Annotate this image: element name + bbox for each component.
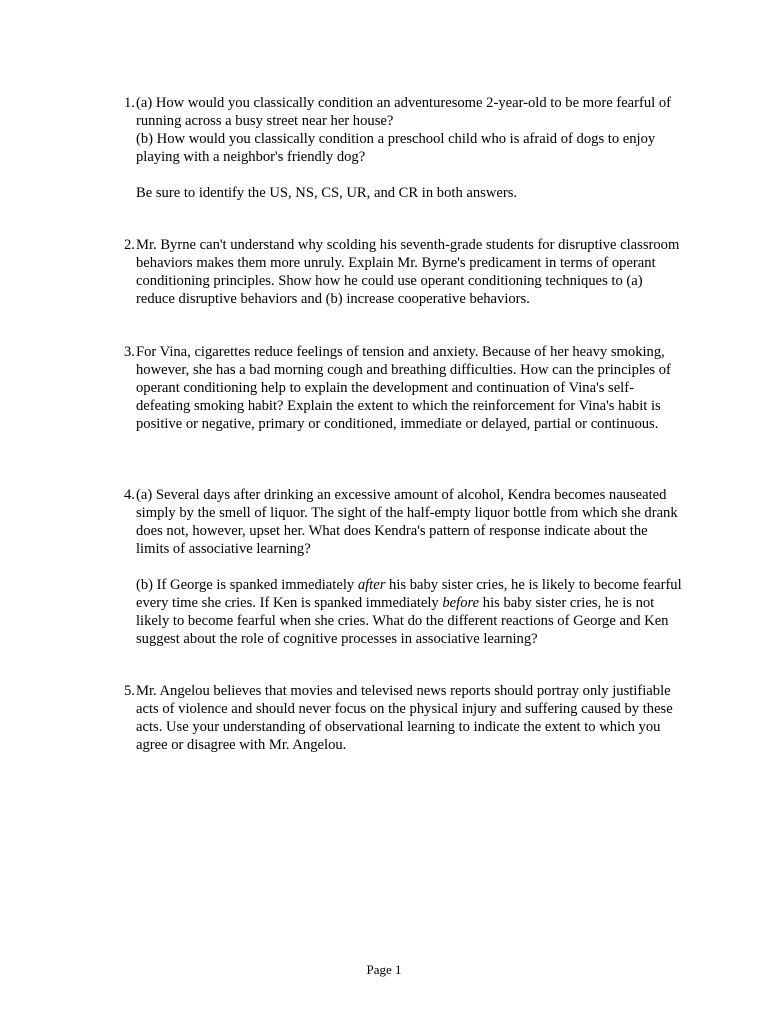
part-b-text-2: his baby sister cries, he is likely to become fearful every time she cries. If Ken is spanked immediately — [136, 577, 682, 611]
question-number: 4. — [124, 487, 135, 503]
part-b-emphasis-before: before — [442, 595, 480, 611]
question-part-a: (a) Several days after drinking an excessive amount of alcohol, Kendra becomes nauseated simply by the smell of liquor. The sight of the half-empty liquor bottle from which she drank does not, however, upset her. What does Kendra's pattern of response indicate about the limits of associative learning? — [136, 487, 678, 557]
question-body — [136, 343, 684, 433]
question-part-b — [136, 576, 684, 648]
question-number: 3. — [124, 344, 135, 360]
question-text: For Vina, cigarettes reduce feelings of tension and anxiety. Because of her heavy smoking, however, she has a bad morning cough and breathing difficulties. How can the principles of operant conditioning help to explain the development and continuation of Vina's self-defeating smoking habit? Explain the extent to which the reinforcement for Vina's habit is positive or negative, primary or conditioned, immediate or delayed, partial or continuous. — [136, 344, 671, 432]
question-2 — [124, 236, 684, 308]
question-text: Mr. Byrne can't understand why scolding his seventh-grade students for disruptive classroom behaviors makes them more unruly. Explain Mr. Byrne's predicament in terms of operant conditioning principles. Show how he could use operant conditioning techniques to (a) reduce disruptive behaviors and (b) increase cooperative behaviors. — [136, 237, 680, 307]
question-number: 2. — [124, 237, 135, 253]
page-number: Page 1 — [366, 962, 402, 977]
question-number: 5. — [124, 683, 135, 699]
question-body — [136, 94, 684, 202]
question-part-b: (b) How would you classically condition a preschool child who is afraid of dogs to enjoy playing with a neighbor's friendly dog? — [136, 131, 656, 165]
question-3 — [124, 343, 684, 433]
question-body — [136, 486, 684, 648]
question-5 — [124, 682, 684, 754]
part-b-text-1: (b) If George is spanked immediately — [136, 577, 358, 593]
question-note: Be sure to identify the US, NS, CS, UR, and CR in both answers. — [136, 185, 518, 201]
part-b-text-3: his baby sister cries, he is not likely to become fearful when she cries. What do the different reactions of George and Ken suggest about the role of cognitive processes in associative learning? — [136, 595, 669, 647]
question-4 — [124, 486, 684, 648]
question-body — [136, 682, 684, 754]
question-body — [136, 236, 684, 308]
question-number: 1. — [124, 95, 135, 111]
question-1 — [124, 94, 684, 202]
question-text: Mr. Angelou believes that movies and televised news reports should portray only justifiable acts of violence and should never focus on the physical injury and suffering caused by these acts. Use your understanding of observational learning to indicate the extent to which you agree or disagree with Mr. Angelou. — [136, 683, 673, 753]
question-part-a: (a) How would you classically condition an adventuresome 2-year-old to be more fearful of running across a busy street near her house? — [136, 95, 672, 129]
part-b-emphasis-after: after — [357, 577, 386, 593]
